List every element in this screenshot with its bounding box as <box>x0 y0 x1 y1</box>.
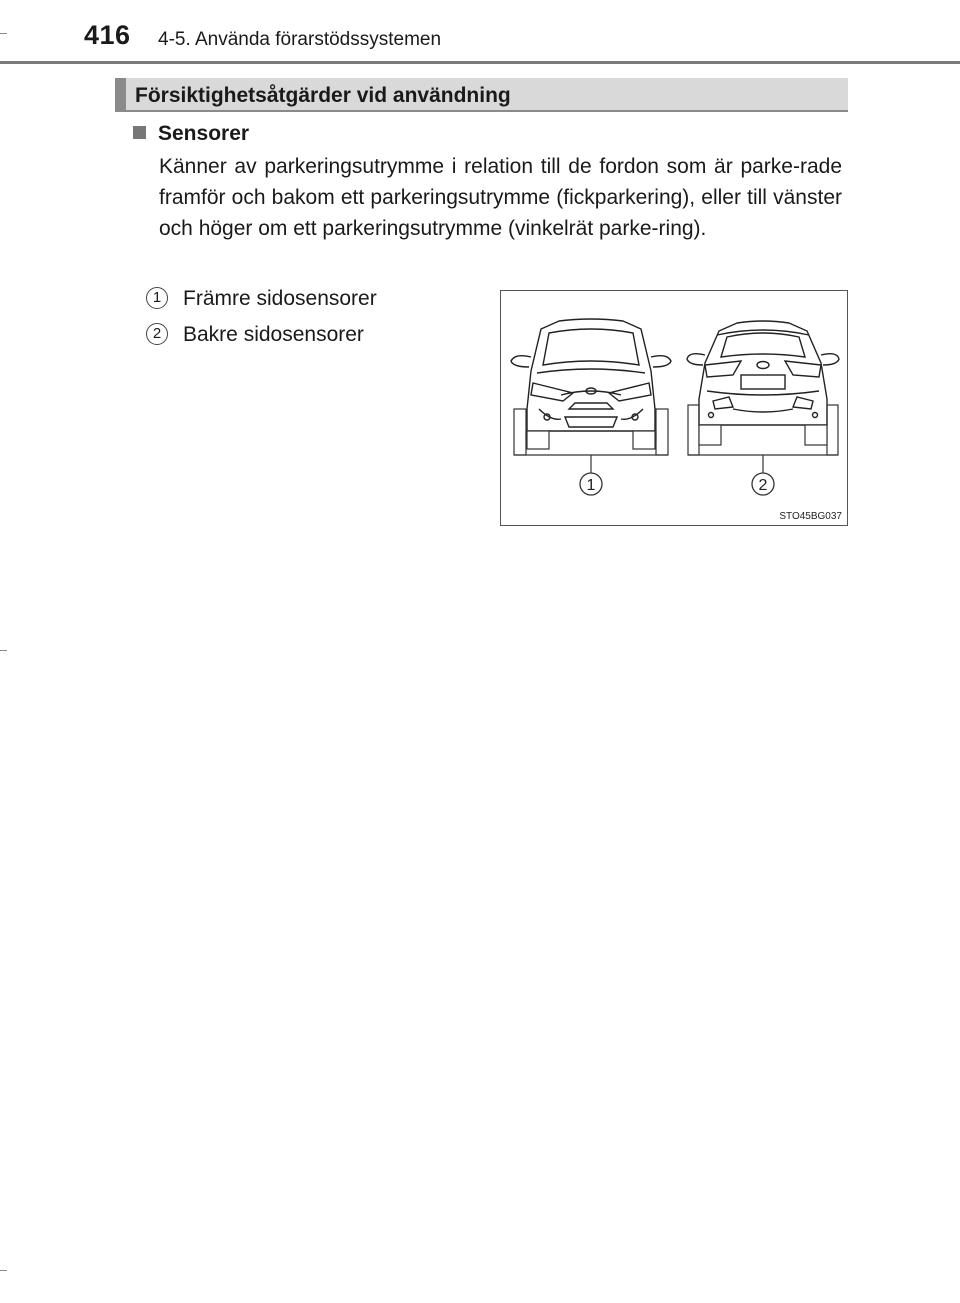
section-heading-bar <box>115 78 848 112</box>
crop-mark <box>0 1270 7 1271</box>
callout-2-label: 2 <box>758 477 768 494</box>
legend-item-front-sensors <box>146 287 377 311</box>
crop-mark <box>0 33 7 34</box>
section-bar-accent <box>115 78 126 110</box>
header-rule <box>0 61 960 64</box>
legend-label: Bakre sidosensorer <box>183 323 364 346</box>
front-right-wheel <box>633 431 655 449</box>
circled-number-icon: 2 <box>146 323 168 345</box>
figure-code: STO45BG037 <box>779 511 842 522</box>
section-title: Försiktighetsåtgärder vid användning <box>135 84 511 107</box>
square-bullet-icon <box>133 126 146 139</box>
chapter-title: 4-5. Använda förarstödssystemen <box>158 29 442 50</box>
callout-1-label: 1 <box>586 477 596 494</box>
crop-mark <box>0 650 7 651</box>
car-rear-view <box>687 321 839 425</box>
car-sensor-diagram <box>501 291 849 527</box>
page-number: 416 <box>84 20 131 50</box>
circled-number-icon: 1 <box>146 287 168 309</box>
rear-right-wheel <box>805 425 827 445</box>
subsection-title: Sensorer <box>158 122 250 145</box>
subsection-heading <box>133 122 249 146</box>
rear-left-wheel <box>699 425 721 445</box>
front-left-wheel <box>527 431 549 449</box>
legend-item-rear-sensors <box>146 323 364 347</box>
sensor-illustration <box>500 290 848 526</box>
car-front-view <box>511 319 671 431</box>
legend-label: Främre sidosensorer <box>183 287 377 310</box>
body-paragraph: Känner av parkeringsutrymme i relation till de fordon som är parke-rade framför och bakom ett parkeringsutrymme (fickparkering), eller till vänster och höger om ett parkeringsutrymme (vinkelrät parke-ring). <box>159 155 842 240</box>
